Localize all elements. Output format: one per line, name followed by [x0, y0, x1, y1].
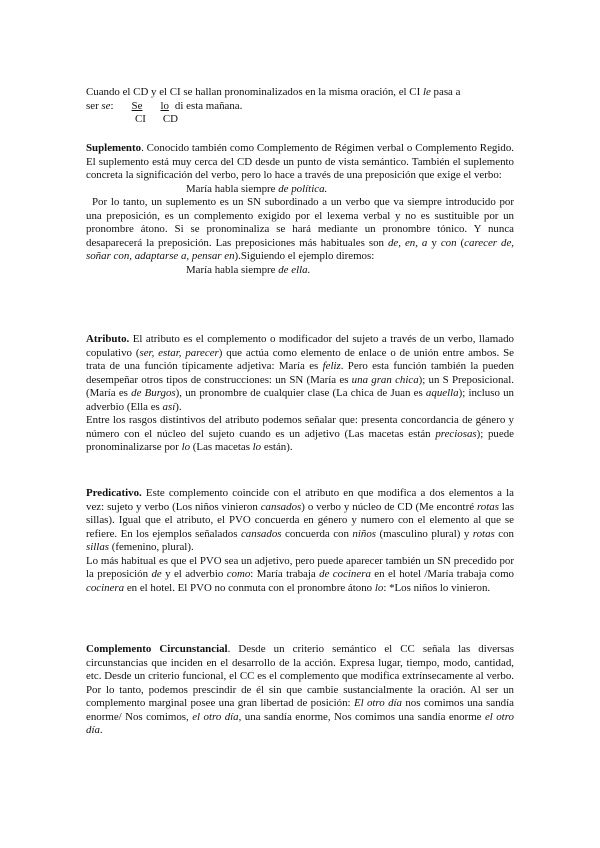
- text: Este complemento coincide con el atributo en que modifica a dos elementos a la vez: sujeto y verbo (Los niños vinieron: [86, 487, 514, 513]
- italic-text: niños: [352, 527, 377, 540]
- italic-text: lo: [374, 581, 384, 594]
- text: : *Los niños lo vinieron.: [383, 581, 491, 594]
- text: . Pero esta función también la pueden desempeñar otros tipos de construcciones: un SN (María es: [86, 360, 514, 386]
- italic-text: de política.: [278, 182, 328, 195]
- text: María habla siempre: [186, 182, 279, 195]
- section-title: Complemento Circunstancial: [86, 643, 228, 655]
- italic-text: rotas: [476, 500, 499, 513]
- text: ).: [175, 400, 182, 413]
- predicativo-section: [86, 487, 514, 595]
- text: y: [427, 236, 441, 249]
- italic-text: lo: [181, 441, 191, 453]
- circunstancial-section: [86, 643, 514, 738]
- suplemento-section: [86, 142, 514, 277]
- cd-ci-line-1: [86, 86, 514, 100]
- text: (Las macetas: [190, 441, 253, 453]
- text: ser: [86, 99, 102, 112]
- label-cd: CD: [162, 113, 179, 125]
- italic-text: de Burgos: [131, 387, 176, 399]
- text: . Desde un criterio semántico el CC señala las diversas circunstancias que inciden en el desarrollo de la acción. Expresa lugar, tiempo, modo, cantidad, etc. Desde un criterio funcional, el CC es el complemento que modifica extrínsecamente al verbo. Por lo tanto, podemos prescindir de él sin que cambie sustancialmente la oración. Al ser un complemento marginal posee una gran libertad de posición:: [86, 643, 514, 709]
- italic-text: sillas: [86, 541, 109, 553]
- text: di esta mañana.: [174, 99, 243, 112]
- italic-text: cocinera: [86, 581, 125, 594]
- italic-text: lo: [252, 441, 262, 453]
- text: concuerda con: [281, 527, 353, 540]
- italic-text: preciosas: [435, 427, 477, 440]
- italic-text: con: [440, 236, 457, 249]
- text: Por lo tanto, un suplemento es un SN subordinado a un verbo que va siempre introducido por una preposición, es un complemento exigido por el lexema verbal y no es sustituible por un pronombre átono. Si se pronominaliza se hará mediante un pronombre tónico. Y nunca desaparecerá la preposición. Las preposiciones más habituales son: [86, 196, 514, 249]
- circunstancial-paragraph-1: [86, 643, 514, 738]
- text: están).: [261, 441, 293, 453]
- italic-text: rotas: [472, 527, 495, 540]
- italic-text: el otro día: [192, 710, 239, 723]
- cd-ci-section: [86, 86, 514, 127]
- italic-text: de: [151, 568, 162, 580]
- italic-text: cansados: [260, 500, 302, 513]
- text: ); incluso un adverbio (Ella es: [86, 387, 515, 413]
- label-ci: CI: [135, 113, 146, 125]
- text: María habla siempre: [186, 263, 279, 276]
- text: ); puede pronominalizarse por: [86, 427, 514, 453]
- text: El atributo es el complemento o modificador del sujeto a través de un verbo, llamado copulativo (: [86, 333, 514, 359]
- text: pasa a: [430, 86, 461, 98]
- suplemento-paragraph-2: [86, 196, 514, 264]
- text: nos comimos una sandía enorme/ Nos comimos,: [86, 697, 514, 723]
- italic-text: aquella: [425, 387, 459, 399]
- italic-text: carecer de, soñar con, adaptarse a, pensar en: [86, 236, 515, 262]
- text: en el hotel /María trabaja como: [370, 568, 515, 580]
- predicativo-paragraph-2: [86, 555, 514, 596]
- italic-text: una gran chica: [351, 373, 419, 386]
- italic-text: de ella.: [278, 263, 311, 276]
- text: Cuando el CD y el CI se hallan pronominalizados en la misma oración, el CI: [86, 86, 423, 98]
- italic-text: ser, estar, parecer: [139, 346, 219, 359]
- text: , una sandía enorme, Nos comimos una sandía enorme: [238, 710, 485, 723]
- italic-text: como: [226, 568, 251, 580]
- text: :: [110, 99, 114, 112]
- italic-text: se: [101, 99, 111, 112]
- text: Lo más habitual es que el PVO sea un adjetivo, pero puede aparecer también un SN precedido por la preposición: [86, 554, 514, 580]
- text: ), un pronombre de cualquier clase (La chica de Juan es: [175, 387, 426, 399]
- suplemento-example-2: [86, 264, 514, 278]
- text: ); un S Preposicional. (María es: [86, 373, 514, 399]
- text: ) o verbo y núcleo de CD (Me encontré: [301, 500, 477, 513]
- italic-text: cansados: [240, 527, 282, 540]
- italic-text: de, en, a: [387, 236, 428, 249]
- atributo-paragraph-2: [86, 414, 514, 455]
- underlined-word-se: Se: [131, 99, 143, 112]
- text: (masculino plural) y: [376, 527, 473, 540]
- underlined-word-lo: lo: [160, 99, 169, 112]
- text: (: [456, 236, 465, 249]
- text: ) que actúa como elemento de enlace o de unión entre ambos. Se trata de una función típicamente adjetiva: María es: [86, 346, 514, 372]
- section-title: Predicativo.: [86, 487, 142, 499]
- cd-ci-line-2: [86, 100, 514, 114]
- italic-text: de cocinera: [319, 568, 371, 580]
- suplemento-example-1: [86, 183, 514, 197]
- section-title: Atributo.: [86, 333, 130, 345]
- text: .: [99, 724, 103, 736]
- text: ).Siguiendo el ejemplo diremos:: [234, 250, 375, 262]
- predicativo-paragraph-1: [86, 487, 514, 555]
- text: : María trabaja: [250, 568, 320, 580]
- italic-text: así: [162, 400, 176, 413]
- italic-text: el otro día: [86, 710, 514, 736]
- text: las sillas). Igual que el atributo, el PVO concuerda en género y numero con el elemento al que se refiere. En los ejemplos señalados: [86, 500, 514, 540]
- text: con: [494, 527, 514, 540]
- italic-text: feliz: [322, 360, 341, 372]
- suplemento-paragraph-1: [86, 142, 514, 183]
- italic-text: le: [422, 86, 431, 98]
- text: Entre los rasgos distintivos del atributo podemos señalar que: presenta concordancia de género y número con el núcleo del sujeto cuando es un adjetivo (Las macetas están: [86, 414, 514, 440]
- text: y el adverbio: [161, 568, 227, 580]
- section-title: Suplemento: [86, 142, 142, 154]
- cd-ci-labels: [86, 113, 514, 127]
- text: . Conocido también como Complemento de Régimen verbal o Complemento Regido. El suplemento está muy cerca del CD desde un punto de vista semántico. También el suplemento concreta la significación del verbo, pero lo hace a través de una preposición que exige el verbo:: [86, 142, 514, 181]
- text: en el hotel. El PVO no conmuta con el pronombre átono: [124, 581, 375, 594]
- atributo-paragraph-1: [86, 333, 514, 414]
- italic-text: El otro día: [353, 697, 402, 709]
- text: (femenino, plural).: [109, 541, 194, 553]
- atributo-section: [86, 333, 514, 455]
